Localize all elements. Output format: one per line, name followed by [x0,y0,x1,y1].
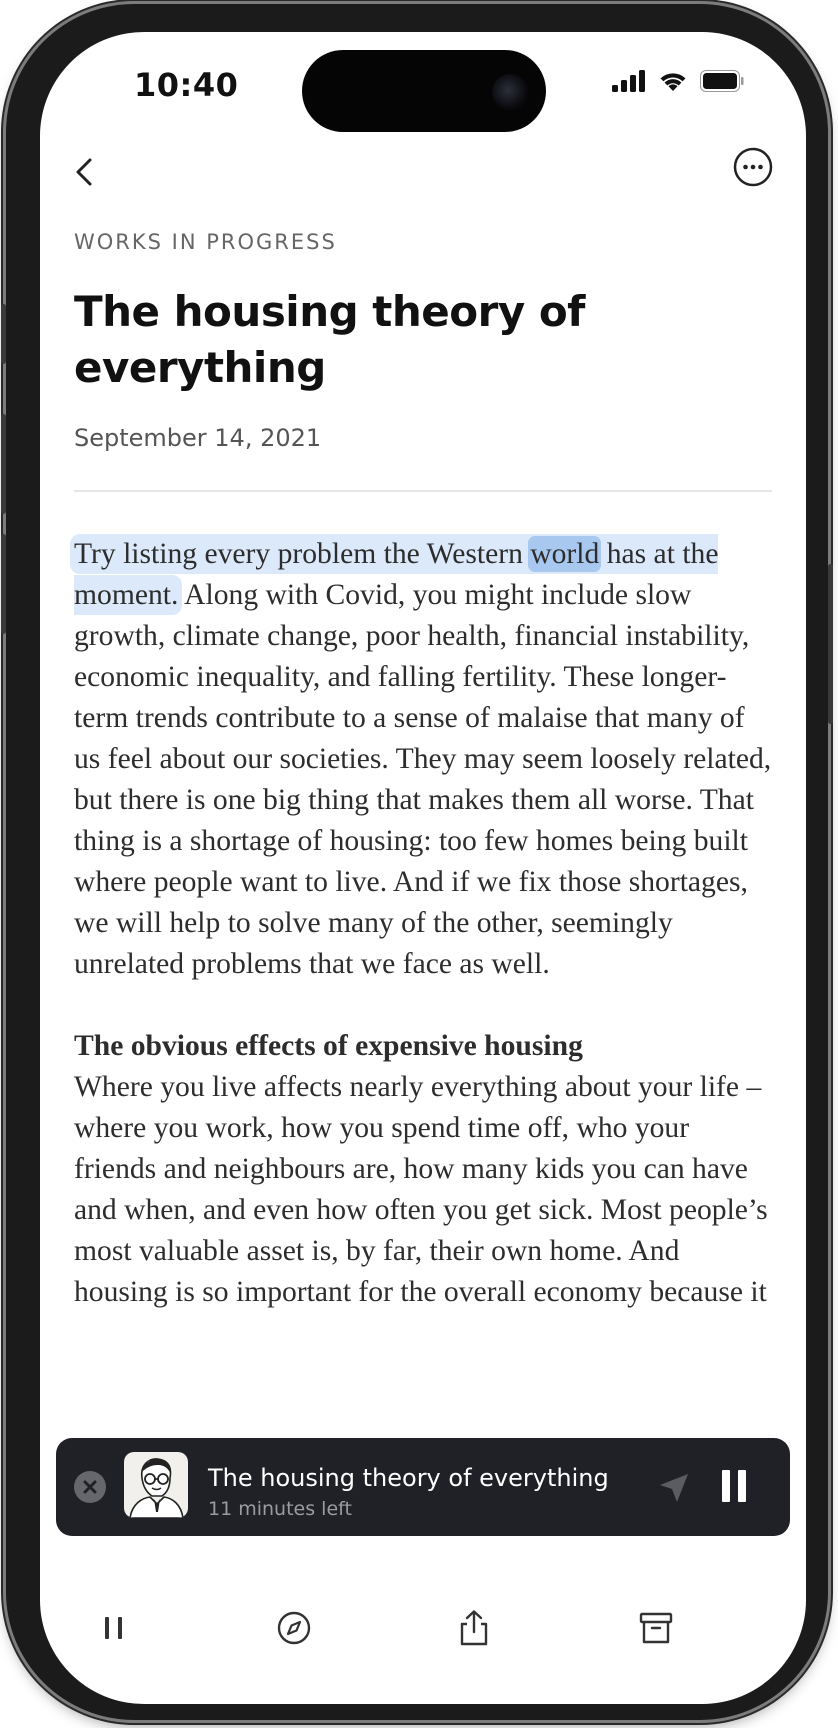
player-time-remaining: 11 minutes left [208,1498,352,1520]
toolbar-share-button[interactable] [454,1608,494,1648]
dynamic-island [302,50,546,132]
status-icons [612,70,744,92]
toolbar-pause-button[interactable] [94,1608,134,1648]
paragraph[interactable] [74,534,772,985]
app-screen [40,32,806,1704]
more-button[interactable] [732,146,774,188]
pause-button[interactable] [720,1470,750,1504]
send-button[interactable] [656,1470,692,1506]
publication-name[interactable]: WORKS IN PROGRESS [74,230,337,254]
paragraph-text: Along with Covid, you might include slow growth, climate change, poor health, financial instability, economic inequality, and falling fertility. These longer-term trends contribute to a sense of malaise that many of us feel about our societies. They may seem loosely related, but there is one big thing that makes them all worse. That thing is a shortage of housing: too few homes being built where people want to live. And if we fix those shortages, we will help to solve many of the other, seemingly unrelated problems that we face as well. [74,579,772,980]
battery-icon [700,70,744,92]
compass-icon [274,1608,314,1648]
audio-mini-player[interactable] [56,1438,790,1536]
pause-icon-bar [738,1470,746,1502]
author-portrait-illustration [124,1452,188,1518]
wifi-icon [658,70,688,92]
volume-up-button [1,414,6,514]
power-button [828,564,833,724]
archive-icon [636,1608,676,1648]
pause-icon [722,1470,730,1502]
section-heading: The obvious effects of expensive housing [74,1030,583,1062]
highlight-text: has at the moment. [74,538,719,611]
status-time: 10:40 [134,66,239,104]
header-divider [74,490,772,492]
phone-body [6,4,828,1720]
cellular-signal-icon [612,70,646,92]
paragraph-text: Where you live affects nearly everything about your life – where you work, how you spend time off, who your friends and neighbours are, how many kids you can have and when, and even how often you get sick. Most people’s most valuable asset is, by far, their own home. And housing is so important for the overall economy because it [74,1071,768,1308]
chevron-left-icon [66,150,106,194]
toolbar-archive-button[interactable] [636,1608,676,1648]
article-body[interactable] [74,534,772,1354]
article-date: September 14, 2021 [74,424,322,452]
highlight-text: Try listing every problem the Western [74,538,531,570]
paragraph[interactable] [74,1026,772,1313]
front-camera [492,74,528,110]
close-player-button[interactable] [74,1471,106,1503]
article-title: The housing theory of everything [74,287,585,392]
close-icon [74,1471,106,1503]
pause-icon [94,1608,134,1648]
send-icon [656,1470,692,1506]
share-icon [454,1608,494,1648]
action-button [1,304,6,364]
toolbar-explore-button[interactable] [274,1608,314,1648]
ellipsis-circle-icon [732,146,774,188]
back-button[interactable] [66,150,106,194]
volume-down-button [1,534,6,634]
player-title[interactable]: The housing theory of everything [208,1464,609,1492]
bottom-toolbar [40,1596,806,1656]
author-thumbnail [124,1452,188,1518]
selected-word[interactable]: world [530,538,600,570]
